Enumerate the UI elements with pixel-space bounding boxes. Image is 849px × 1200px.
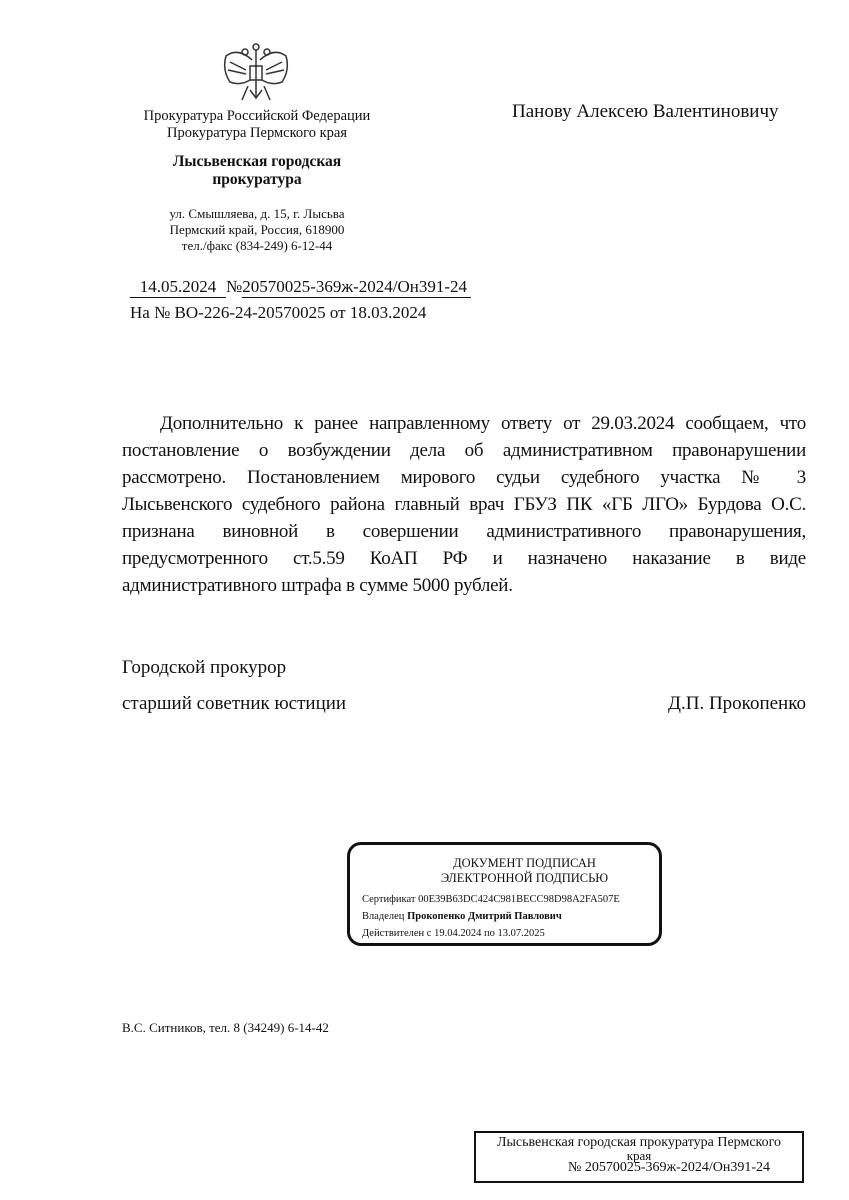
registry-number: № 20570025-369ж-2024/Он391-24 [567,1160,770,1175]
signatory-rank: старший советник юстиции [122,693,347,714]
cert-label: Сертификат [362,894,416,905]
body-line: административного штрафа в сумме 5000 рублей. [122,575,513,596]
registry-line1: Лысьвенская городская прокуратура Пермского [496,1135,782,1150]
phone: тел./факс (834-249) 6-12-44 [181,238,333,253]
owner-label: Владелец [362,911,405,922]
stamp-line2: ЭЛЕКТРОННОЙ ПОДПИСЬЮ [440,871,609,885]
ref-num-sign: № [226,277,243,296]
body-line: Лысьвенского судебного района главный врач ГБУЗ ПК «ГБ ЛГО» Бурдова О.С. [122,494,806,515]
stamp-line1: ДОКУМЕНТ ПОДПИСАН [453,856,596,870]
body-line: рассмотрено. Постановлением мирового судьи судебного участка № 3 [122,467,806,488]
ref-date: 14.05.2024 [130,277,226,298]
body-text [122,410,806,599]
e-signature-stamp [347,842,662,946]
registry-box [474,1131,804,1183]
body-line: постановление о возбуждении дела об административном правонарушении [122,440,806,461]
body-line: Дополнительно к ранее направленному ответу от 29.03.2024 сообщаем, что [160,413,806,434]
executor: В.С. Ситников, тел. 8 (34249) 6-14-42 [122,1020,329,1035]
address1: ул. Смышляева, д. 15, г. Лысьва [169,206,345,221]
body-line: предусмотренного ст.5.59 КоАП РФ и назначено наказание в виде [122,548,806,569]
signatory-name: Д.П. Прокопенко [668,693,806,714]
registry-line2: края [626,1148,652,1163]
reply-to-ref: На № ВО-226-24-20570025 от 18.03.2024 [130,303,427,322]
body-line: признана виновной в совершении административного правонарушения, [122,521,806,542]
org-line2: Прокуратура Пермского края [166,125,348,141]
cert-value: 00E39B63DC424C981BECC98D98A2FA507E [418,894,620,905]
address2: Пермский край, Россия, 618900 [169,222,345,237]
coat-of-arms-emblem [218,42,294,104]
office-line1: Лысьвенская городская [172,153,342,170]
office-line2: прокуратура [212,171,302,188]
ref-number: 20570025-369ж-2024/Он391-24 [242,277,471,298]
addressee: Панову Алексею Валентиновичу [512,101,779,122]
signatory-title: Городской прокурор [122,657,287,678]
org-line1: Прокуратура Российской Федерации [143,108,371,124]
validity: Действителен с 19.04.2024 по 13.07.2025 [362,928,545,939]
outgoing-ref [130,277,471,298]
owner-value: Прокопенко Дмитрий Павлович [407,911,562,922]
